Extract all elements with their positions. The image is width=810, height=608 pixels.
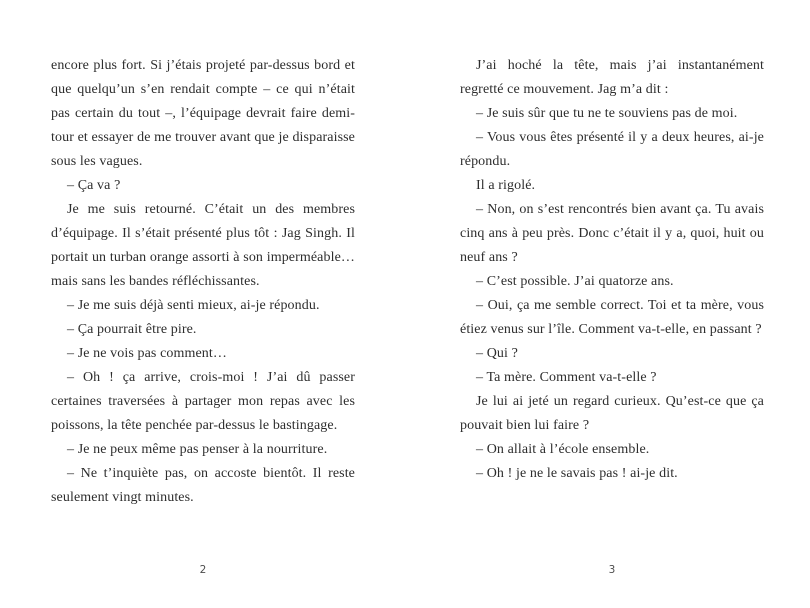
paragraph: – Je me suis déjà senti mieux, ai-je répondu.: [67, 298, 320, 313]
paragraph: Je me suis retourné. C’était un des membres d’équipage. Il s’était présenté plus tôt : Jag Singh. Il portait un turban orange assorti à son imperméable… mais sans les bandes réfléchissantes.: [51, 202, 355, 289]
page-right-text: [460, 54, 764, 486]
paragraph: – Oh ! ça arrive, crois-moi ! J’ai dû passer certaines traversées à partager mon repas avec les poissons, la tête penchée par-dessus le bastingage.: [51, 370, 355, 433]
paragraph: J’ai hoché la tête, mais j’ai instantanément regretté ce mouvement. Jag m’a dit :: [460, 58, 764, 97]
paragraph: – Vous vous êtes présenté il y a deux heures, ai-je répondu.: [460, 130, 764, 169]
paragraph: – Ta mère. Comment va-t-elle ?: [476, 370, 657, 385]
page-number-right: 3: [608, 564, 616, 576]
page-left-text: [51, 54, 355, 510]
paragraph: – Ne t’inquiète pas, on accoste bientôt. Il reste seulement vingt minutes.: [51, 466, 355, 505]
paragraph: – Ça pourrait être pire.: [67, 322, 197, 337]
paragraph: – Je ne vois pas comment…: [67, 346, 227, 361]
paragraph: – On allait à l’école ensemble.: [476, 442, 650, 457]
page-number-left: 2: [199, 564, 207, 576]
paragraph: – Je suis sûr que tu ne te souviens pas de moi.: [476, 106, 738, 121]
paragraph: – Ça va ?: [67, 178, 121, 193]
paragraph: – Oh ! je ne le savais pas ! ai-je dit.: [476, 466, 678, 481]
paragraph: – Oui, ça me semble correct. Toi et ta mère, vous étiez venus sur l’île. Comment va-t-elle, en passant ?: [460, 298, 764, 337]
paragraph: encore plus fort. Si j’étais projeté par-dessus bord et que quelqu’un s’en rendait compte – ce qui n’était pas certain du tout –, l’équipage devrait faire demi-tour et essayer de me trouver avant que je disparaisse sous les vagues.: [51, 58, 355, 169]
paragraph: Je lui ai jeté un regard curieux. Qu’est-ce que ça pouvait bien lui faire ?: [460, 394, 764, 433]
paragraph: – Je ne peux même pas penser à la nourriture.: [67, 442, 328, 457]
paragraph: – Qui ?: [476, 346, 518, 361]
paragraph: – C’est possible. J’ai quatorze ans.: [476, 274, 674, 289]
paragraph: – Non, on s’est rencontrés bien avant ça. Tu avais cinq ans à peu près. Donc c’était il y a, quoi, huit ou neuf ans ?: [460, 202, 764, 265]
paragraph: Il a rigolé.: [476, 178, 536, 193]
